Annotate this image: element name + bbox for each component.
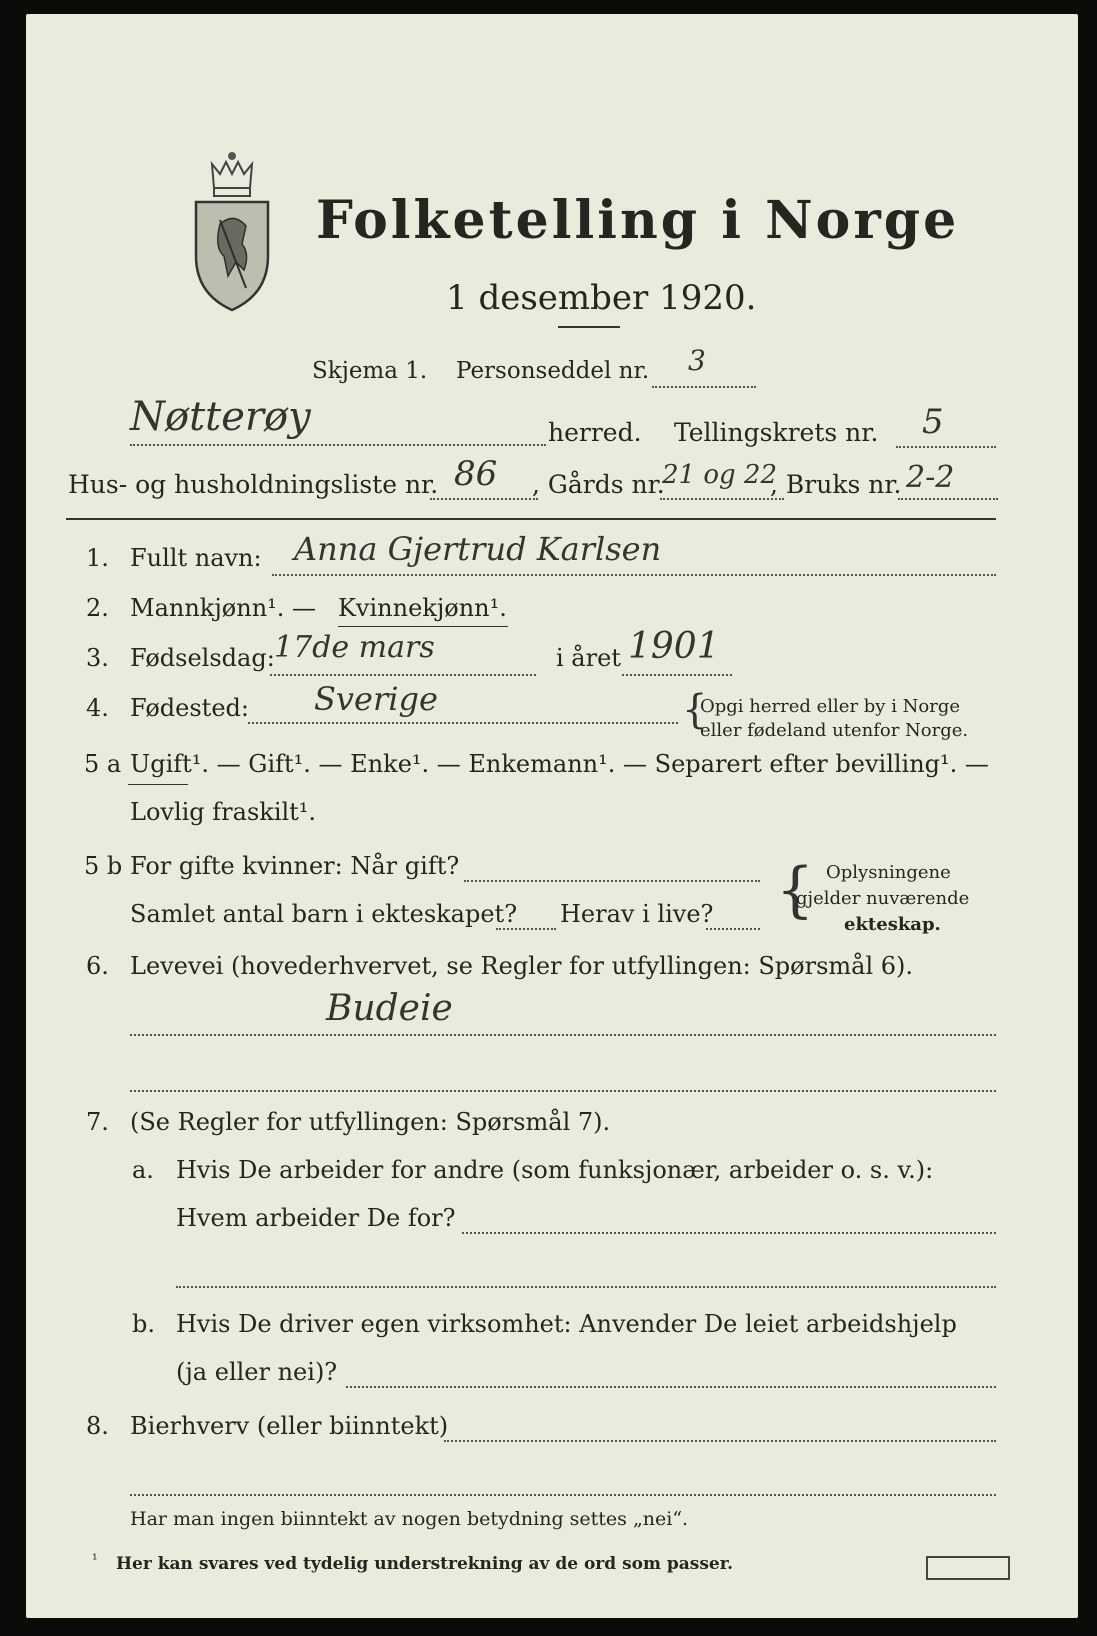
q6-number: 6. [86, 952, 109, 980]
q1-number: 1. [86, 544, 109, 572]
q6-line1 [130, 1034, 996, 1036]
q7a-number: a. [132, 1156, 154, 1184]
q5b-note3: ekteskap. [844, 914, 941, 935]
q6-line2 [130, 1090, 996, 1092]
personseddel-label: Personseddel nr. [456, 358, 650, 384]
q2-male: Mannkjønn¹. — [130, 594, 317, 622]
q5b-line1: For gifte kvinner: Når gift? [130, 852, 460, 880]
q5b-note1: Oplysningene [826, 862, 951, 883]
q7b-line2: (ja eller nei)? [176, 1358, 338, 1386]
tellingskrets-value[interactable]: 5 [922, 402, 944, 442]
q7a-line2 [176, 1286, 996, 1288]
herred-line [130, 444, 546, 446]
nei-note: Har man ingen biinntekt av nogen betydning settes „nei“. [130, 1508, 689, 1530]
q5a-line1: Ugift¹. — Gift¹. — Enke¹. — Enkemann¹. — Separert efter bevilling¹. — [130, 750, 989, 778]
q5a-number: 5 a [84, 750, 122, 778]
q5b-line2b: Herav i live? [560, 900, 714, 928]
printer-stamp [926, 1556, 1010, 1580]
q7b-number: b. [132, 1310, 155, 1338]
q7-number: 7. [86, 1108, 109, 1136]
q6-label: Levevei (hovederhvervet, se Regler for utfyllingen: Spørsmål 6). [130, 952, 914, 980]
q3-value[interactable]: 17de mars [274, 630, 435, 665]
gards-label: , Gårds nr. [532, 470, 665, 499]
q5b-note2: gjelder nuværende [796, 888, 970, 909]
form-title: Folketelling i Norge [316, 190, 960, 251]
husliste-line [430, 498, 538, 500]
q3-number: 3. [86, 644, 109, 672]
q5b-children-line [496, 928, 556, 930]
q5a-ugift-underline [128, 784, 188, 785]
census-form [26, 14, 1078, 1618]
q4-brace: { [682, 687, 708, 733]
title-divider [558, 326, 620, 328]
q7-label: (Se Regler for utfyllingen: Spørsmål 7). [130, 1108, 611, 1136]
q7b-line [346, 1386, 996, 1388]
tellingskrets-line [896, 446, 996, 448]
q4-label: Fødested: [130, 694, 249, 722]
herred-value[interactable]: Nøtterøy [130, 394, 311, 440]
husliste-label: Hus- og husholdningsliste nr. [68, 470, 439, 499]
q8-number: 8. [86, 1412, 109, 1440]
personseddel-line [652, 386, 756, 388]
section-divider [66, 518, 996, 520]
q1-value[interactable]: Anna Gjertrud Karlsen [294, 530, 662, 568]
schema-label: Skjema 1. [312, 358, 428, 384]
gards-value[interactable]: 21 og 22 [662, 460, 777, 490]
q3-year-value[interactable]: 1901 [628, 626, 720, 667]
q1-line [272, 574, 996, 576]
q4-value[interactable]: Sverige [314, 680, 438, 718]
footnote-number: ¹ [92, 1552, 98, 1568]
q8-line2 [130, 1494, 996, 1496]
herred-label: herred. [548, 418, 642, 447]
husliste-value[interactable]: 86 [454, 454, 498, 494]
q3-year-line [622, 674, 732, 676]
q5b-married-line [464, 880, 760, 882]
q2-female: Kvinnekjønn¹. [338, 594, 507, 622]
bruks-value[interactable]: 2-2 [906, 460, 955, 495]
q5b-number: 5 b [84, 852, 123, 880]
q7b-line1: Hvis De driver egen virksomhet: Anvender De leiet arbeidshjelp [176, 1310, 957, 1338]
tellingskrets-label: Tellingskrets nr. [674, 418, 879, 447]
coat-of-arms-icon [190, 144, 274, 314]
q4-note-line2: eller fødeland utenfor Norge. [700, 720, 969, 741]
q5b-line2a: Samlet antal barn i ekteskapet? [130, 900, 518, 928]
q4-note-line1: Opgi herred eller by i Norge [700, 696, 961, 717]
q7a-line2: Hvem arbeider De for? [176, 1204, 456, 1232]
q3-label: Fødselsdag: [130, 644, 275, 672]
footnote: Her kan svares ved tydelig understrekning av de ord som passer. [116, 1554, 734, 1574]
census-date: 1 desember 1920. [446, 278, 757, 318]
q5b-alive-line [706, 928, 760, 930]
q7a-line1: Hvis De arbeider for andre (som funksjonær, arbeider o. s. v.): [176, 1156, 934, 1184]
q1-label: Fullt navn: [130, 544, 262, 572]
bruks-label: , Bruks nr. [770, 470, 902, 499]
q4-line [248, 722, 678, 724]
gards-line [660, 498, 784, 500]
q2-female-underline [338, 626, 508, 627]
q8-label: Bierhverv (eller biinntekt) [130, 1412, 449, 1440]
q5b-brace: { [776, 855, 815, 925]
q8-line [444, 1440, 996, 1442]
q2-number: 2. [86, 594, 109, 622]
q3-line [270, 674, 536, 676]
q3-year-label: i året [556, 644, 621, 672]
q4-number: 4. [86, 694, 109, 722]
personseddel-value[interactable]: 3 [688, 344, 706, 377]
q7a-line [462, 1232, 996, 1234]
bruks-line [898, 498, 998, 500]
q6-value[interactable]: Budeie [326, 988, 453, 1029]
q5a-line2: Lovlig fraskilt¹. [130, 798, 317, 826]
